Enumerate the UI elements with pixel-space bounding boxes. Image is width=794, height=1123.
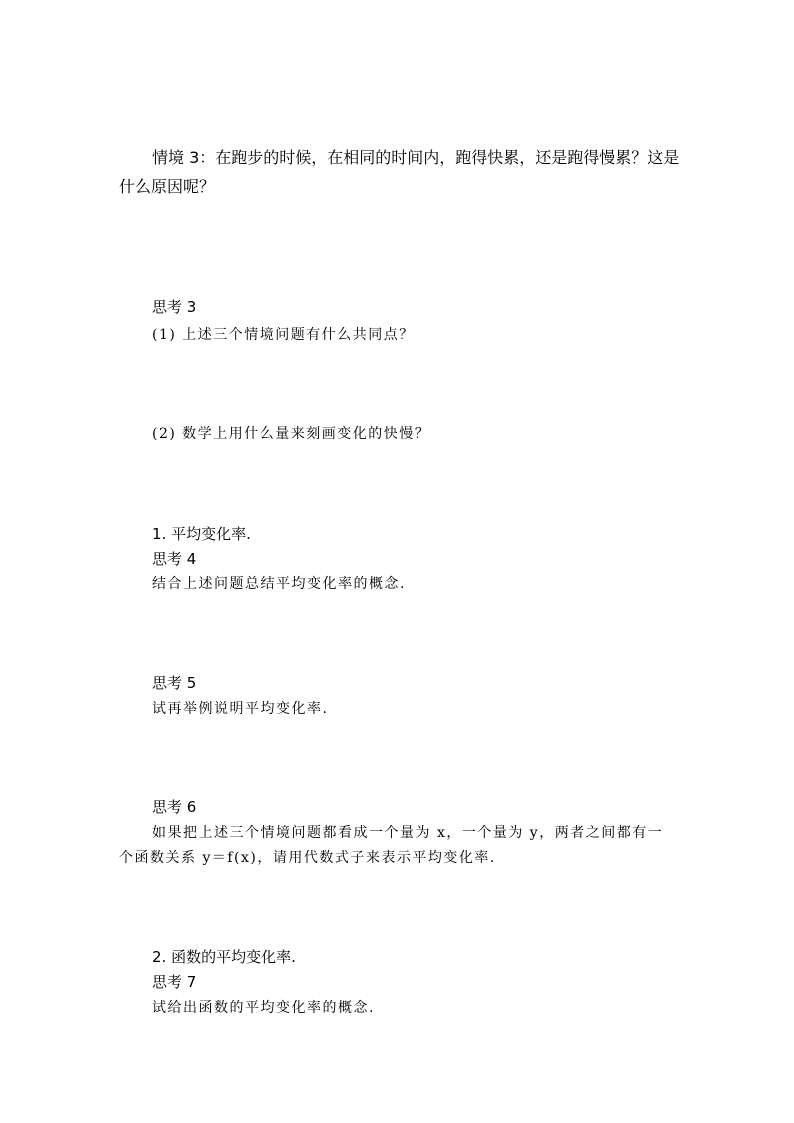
think7-text: 试给出函数的平均变化率的概念.: [152, 1000, 375, 1016]
think4-text: 结合上述问题总结平均变化率的概念.: [152, 576, 406, 592]
scenario3-line2: 什么原因呢？: [119, 177, 216, 196]
think6-line2: 个函数关系 y＝f(x)，请用代数式子来表示平均变化率.: [119, 850, 496, 866]
think6-line1: 如果把上述三个情境问题都看成一个量为 x，一个量为 y，两者之间都有一: [152, 825, 664, 841]
think7-title: 思考 7: [152, 973, 197, 991]
section2-title: 2. 函数的平均变化率.: [152, 948, 296, 966]
think5-title: 思考 5: [152, 674, 197, 692]
think6-title: 思考 6: [152, 798, 197, 816]
scenario3-line1: 情境 3：在跑步的时候，在相同的时间内，跑得快累，还是跑得慢累？这是: [152, 148, 680, 167]
section1-title: 1. 平均变化率.: [152, 525, 251, 543]
think3-question1: (1) 上述三个情境问题有什么共同点？: [152, 327, 415, 343]
think3-question2: (2) 数学上用什么量来刻画变化的快慢？: [152, 426, 431, 442]
think5-text: 试再举例说明平均变化率.: [152, 701, 329, 717]
think3-title: 思考 3: [152, 298, 197, 316]
think4-title: 思考 4: [152, 550, 197, 568]
